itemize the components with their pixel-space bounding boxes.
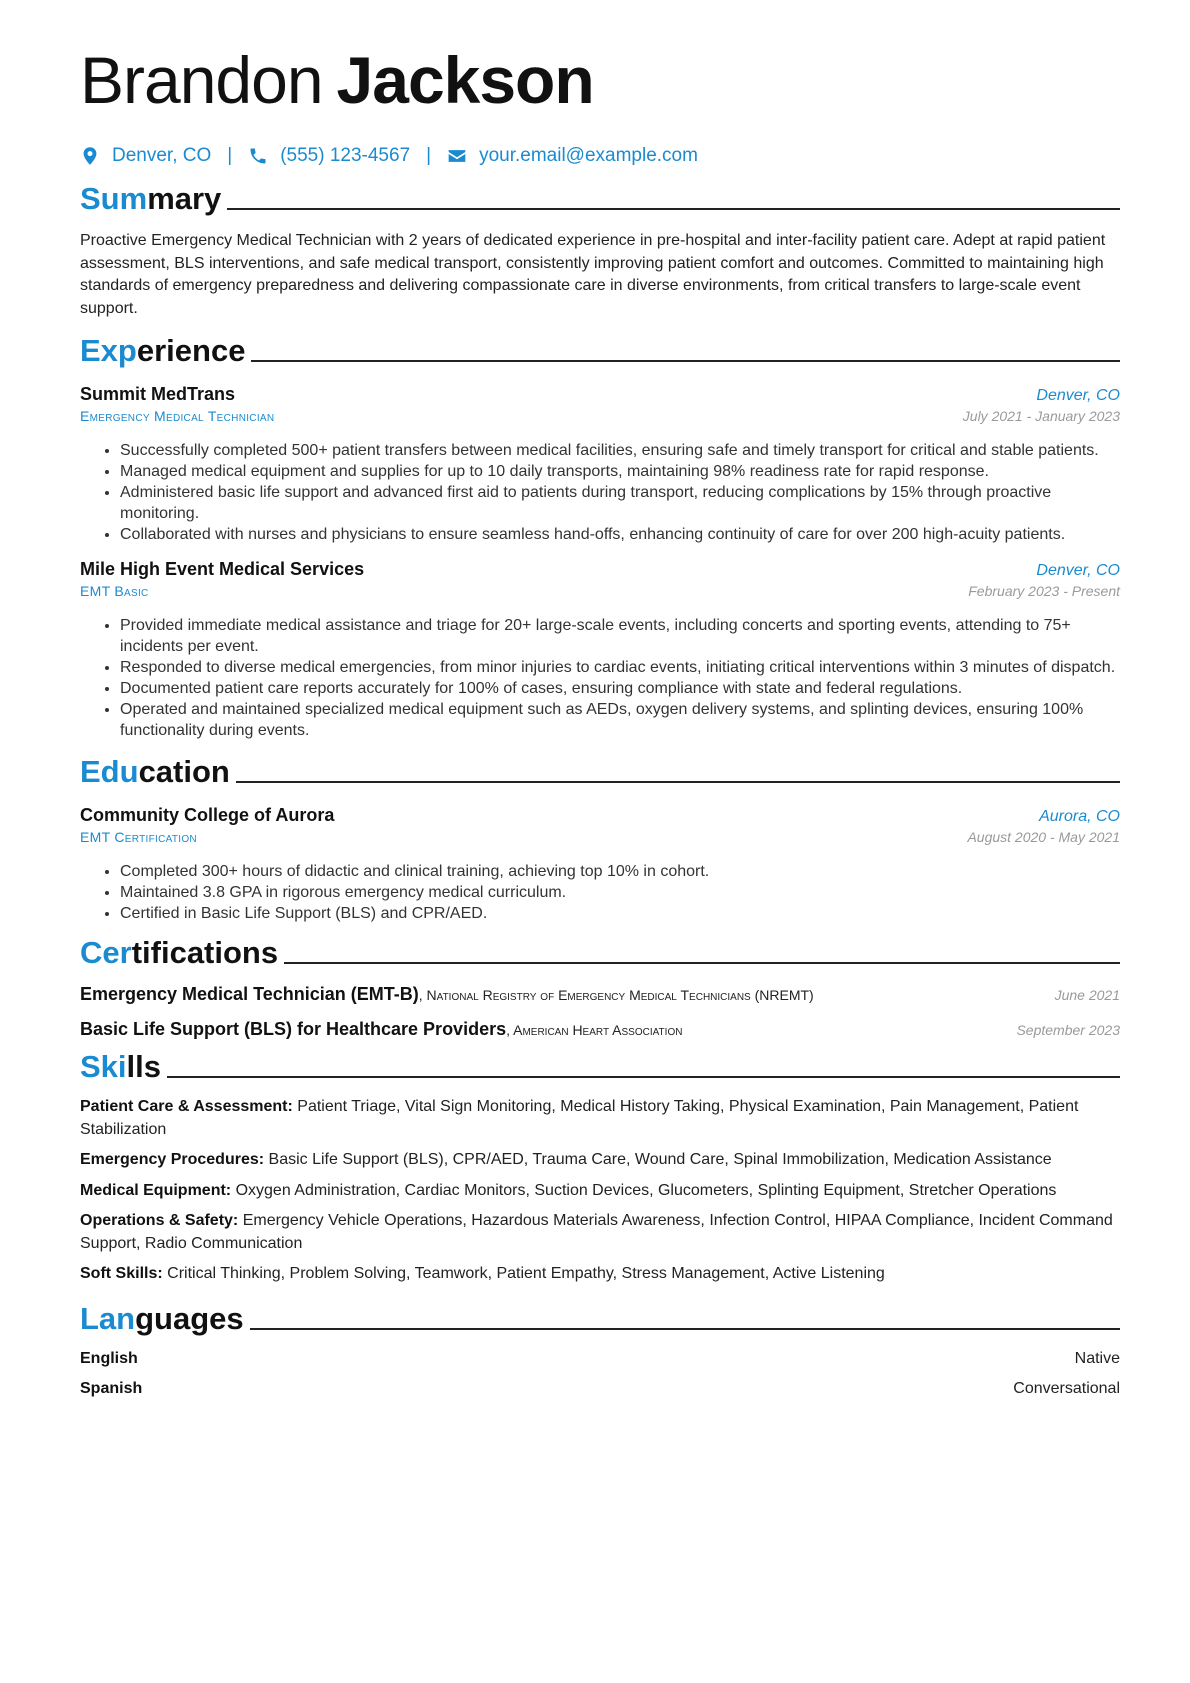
- language-item: [80, 1380, 1120, 1398]
- bullet-item: • Operated and maintained specialized medical equipment such as AEDs, oxygen delivery systems, and splinting devices, ensuring 100% functionality during events.: [120, 699, 1120, 741]
- section-title-skills: [80, 1044, 1120, 1086]
- first-name: Brandon: [80, 43, 323, 117]
- skill-group: [80, 1180, 1120, 1203]
- skill-label: Soft Skills:: [80, 1265, 163, 1282]
- entry-bullets: [80, 615, 1120, 741]
- certification-text: [80, 984, 814, 1005]
- contact-bar: [80, 142, 1120, 170]
- summary-text: Proactive Emergency Medical Technician with 2 years of dedicated experience in pre-hospital and inter-facility patient care. Adept at rapid patient assessment, BLS interventions, and safe medical transport, consistently improving patient comfort and outcomes. Committed to maintaining high standards of emergency preparedness and delivering compassionate care in diverse environments, from critical transfers to large-scale event support.: [80, 232, 1106, 317]
- language-level: Native: [1074, 1349, 1120, 1367]
- skill-label: Medical Equipment:: [80, 1181, 232, 1199]
- section-heading: [80, 332, 245, 370]
- entry-subheader: [80, 408, 1120, 424]
- entry-subheader: [80, 829, 1120, 845]
- bullet-item: • Provided immediate medical assistance and triage for 20+ large-scale events, including concerts and sporting events, attending to 75+ incidents per event.: [120, 615, 1120, 657]
- bullet-item: • Managed medical equipment and supplies for up to 10 daily transports, maintaining 98% readiness rate for rapid response.: [120, 461, 1120, 482]
- section-title-languages: [80, 1296, 1120, 1338]
- phone-text: (555) 123-4567: [280, 145, 411, 166]
- skill-values: Oxygen Administration, Cardiac Monitors, Suction Devices, Glucometers, Splinting Equipment, Stretcher Operations: [235, 1181, 1057, 1199]
- certification-item: [80, 984, 1120, 1005]
- entry-role: EMT Basic: [80, 583, 149, 599]
- bullet-item: • Documented patient care reports accurately for 100% of cases, ensuring compliance with state and federal regulations.: [120, 678, 1120, 699]
- language-name: Spanish: [80, 1379, 143, 1397]
- heading-accent: Edu: [80, 754, 139, 789]
- contact-location: [80, 145, 211, 167]
- entry-bullets: [80, 861, 1120, 924]
- certification-date: September 2023: [1016, 1022, 1120, 1038]
- experience-entry: [80, 559, 1120, 741]
- skill-values: Emergency Vehicle Operations, Hazardous Materials Awareness, Infection Control, HIPAA Compliance, Incident Command Support, Radio Communication: [80, 1212, 1113, 1252]
- certification-date: June 2021: [1054, 987, 1120, 1003]
- section-title-experience: [80, 328, 1120, 370]
- heading-rest: erience: [136, 333, 246, 368]
- experience-entry: [80, 384, 1120, 545]
- bullet-item: • Successfully completed 500+ patient transfers between medical facilities, ensuring safe and timely transport for critical and stable patients.: [120, 440, 1120, 461]
- section-title-summary: [80, 176, 1120, 218]
- skill-label: Patient Care & Assessment:: [80, 1098, 293, 1115]
- bullet-item: • Certified in Basic Life Support (BLS) and CPR/AED.: [120, 903, 1120, 924]
- entry-organization: Community College of Aurora: [80, 805, 335, 825]
- skill-group: [80, 1149, 1120, 1172]
- entry-location: Aurora, CO: [1039, 808, 1120, 825]
- certification-title: Basic Life Support (BLS) for Healthcare Providers: [80, 1019, 507, 1039]
- entry-role: EMT Certification: [80, 829, 197, 845]
- entry-bullets: [80, 440, 1120, 545]
- skill-group: [80, 1096, 1120, 1141]
- skill-values: Patient Triage, Vital Sign Monitoring, Medical History Taking, Physical Examination, Pain Management, Patient Stabilization: [80, 1098, 1079, 1138]
- certification-item: [80, 1019, 1120, 1040]
- envelope-icon: [447, 146, 467, 166]
- phone-icon: [248, 146, 268, 166]
- entry-subheader: [80, 583, 1120, 599]
- map-pin-icon: [80, 146, 100, 166]
- entry-organization: Mile High Event Medical Services: [80, 559, 365, 579]
- certification-issuer-wrap: , National Registry of Emergency Medical Technicians (NREMT): [418, 987, 814, 1003]
- section-heading: [80, 753, 230, 791]
- contact-email[interactable]: [447, 145, 698, 167]
- entry-dates: July 2021 - January 2023: [962, 408, 1120, 424]
- certification-title: Emergency Medical Technician (EMT-B): [80, 984, 419, 1004]
- candidate-name: [80, 40, 1120, 120]
- heading-rest: guages: [135, 1300, 244, 1336]
- section-heading: [80, 934, 278, 972]
- bullet-item: • Collaborated with nurses and physicians to ensure seamless hand-offs, enhancing continuity of care for over 200 high-acuity patients.: [120, 524, 1120, 545]
- heading-accent: Exp: [80, 333, 137, 368]
- entry-dates: February 2023 - Present: [968, 583, 1120, 599]
- bullet-item: • Completed 300+ hours of didactic and clinical training, achieving top 10% in cohort.: [120, 861, 1120, 882]
- contact-separator: |: [227, 145, 233, 166]
- language-name: English: [80, 1349, 138, 1367]
- entry-location: Denver, CO: [1036, 387, 1120, 404]
- section-rule: [227, 208, 1120, 210]
- section-heading: [80, 1048, 161, 1086]
- heading-accent: Cer: [80, 935, 132, 970]
- section-heading: [80, 1300, 244, 1338]
- resume-content: [80, 40, 1120, 1398]
- skill-group: [80, 1210, 1120, 1255]
- heading-rest: mary: [147, 181, 222, 216]
- last-name: Jackson: [336, 43, 594, 117]
- skill-label: Emergency Procedures:: [80, 1151, 265, 1168]
- language-item: [80, 1350, 1120, 1368]
- heading-accent: Ski: [80, 1049, 127, 1084]
- email-text: your.email@example.com: [479, 145, 698, 166]
- entry-header: [80, 559, 1120, 580]
- entry-header: [80, 805, 1120, 826]
- contact-phone[interactable]: [248, 145, 410, 167]
- bullet-item: • Administered basic life support and advanced first aid to patients during transport, reducing complications by 15% through proactive monitoring.: [120, 482, 1120, 524]
- section-title-certifications: [80, 930, 1120, 972]
- language-level: Conversational: [1013, 1379, 1120, 1397]
- section-title-education: [80, 749, 1120, 791]
- section-heading: [80, 180, 221, 218]
- section-rule: [236, 781, 1120, 783]
- skill-values: Critical Thinking, Problem Solving, Teamwork, Patient Empathy, Stress Management, Active Listening: [167, 1265, 885, 1282]
- certification-text: [80, 1019, 682, 1040]
- bullet-item: • Maintained 3.8 GPA in rigorous emergency medical curriculum.: [120, 882, 1120, 903]
- heading-rest: tifications: [131, 935, 279, 970]
- certification-issuer: National Registry of Emergency Medical Technicians (NREMT): [426, 987, 814, 1003]
- section-rule: [167, 1076, 1120, 1078]
- heading-accent: Sum: [80, 181, 148, 216]
- section-rule: [251, 360, 1120, 362]
- heading-rest: lls: [126, 1049, 161, 1084]
- entry-organization: Summit MedTrans: [80, 384, 236, 404]
- entry-location: Denver, CO: [1036, 562, 1120, 579]
- bullet-item: • Responded to diverse medical emergencies, from minor injuries to cardiac events, initiating critical interventions within 3 minutes of dispatch.: [120, 657, 1120, 678]
- section-rule: [250, 1328, 1120, 1330]
- location-text: Denver, CO: [112, 145, 212, 166]
- skill-label: Operations & Safety:: [80, 1212, 239, 1229]
- skill-group: [80, 1263, 1120, 1286]
- certification-issuer-wrap: , American Heart Association: [506, 1022, 683, 1038]
- skill-values: Basic Life Support (BLS), CPR/AED, Trauma Care, Wound Care, Spinal Immobilization, Medication Assistance: [268, 1151, 1052, 1168]
- certification-issuer: American Heart Association: [513, 1022, 683, 1038]
- education-entry: [80, 805, 1120, 924]
- entry-header: [80, 384, 1120, 405]
- section-rule: [284, 962, 1120, 964]
- contact-separator: |: [426, 145, 432, 166]
- entry-dates: August 2020 - May 2021: [967, 829, 1120, 845]
- heading-rest: cation: [138, 754, 230, 789]
- entry-role: Emergency Medical Technician: [80, 408, 275, 424]
- heading-accent: Lan: [80, 1300, 136, 1336]
